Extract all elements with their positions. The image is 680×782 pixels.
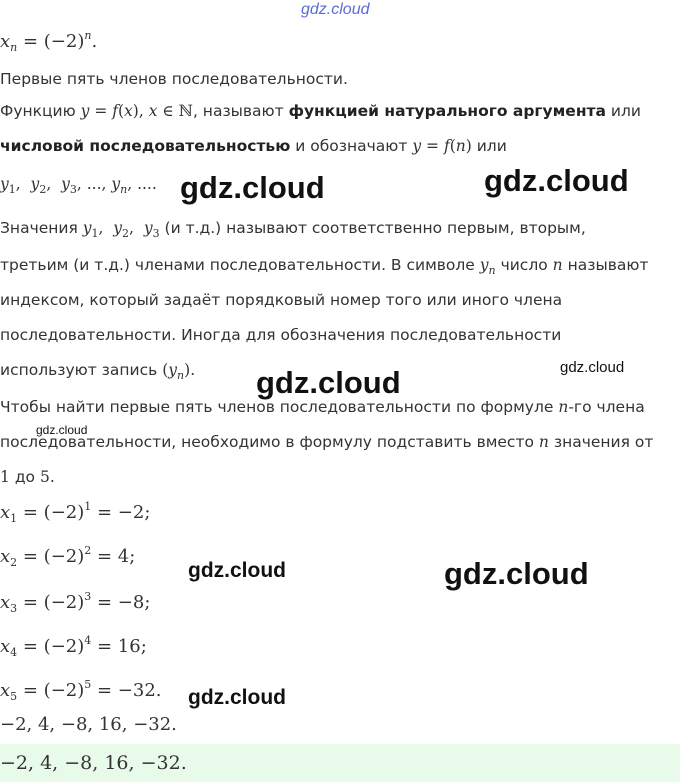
values-line: Значения $y_1$, $y_2$, $y_3$ (и т.д.) называют соответственно первым, вторым, bbox=[0, 219, 586, 240]
formula-xn: $x_n = (-2)^n$. bbox=[0, 29, 98, 54]
watermark: gdz.cloud bbox=[188, 686, 286, 709]
answer-box bbox=[0, 744, 680, 782]
term-x2: $x_2 = (-2)^2 = 4$; bbox=[0, 544, 136, 569]
watermark: gdz.cloud bbox=[444, 556, 589, 591]
third-line: третьим (и т.д.) членами последовательности. В символе $y_n$ число n называют bbox=[0, 256, 649, 277]
watermark: gdz.cloud bbox=[301, 1, 370, 18]
index-line: индексом, который задаёт порядковый номер того или иного члена bbox=[0, 291, 563, 309]
term-x4: $x_4 = (-2)^4 = 16$; bbox=[0, 634, 147, 659]
watermark: gdz.cloud bbox=[188, 559, 286, 582]
sequence-line: последовательности. Иногда для обозначения последовательности bbox=[0, 326, 562, 344]
watermark: gdz.cloud bbox=[484, 163, 629, 198]
find-line: Чтобы найти первые пять членов последовательности по формуле n-го члена bbox=[0, 398, 645, 416]
watermark: gdz.cloud bbox=[256, 365, 401, 400]
use-notation-line: используют запись $(y_n)$. bbox=[0, 361, 196, 382]
range-line: 1 до 5. bbox=[0, 468, 55, 486]
watermark: gdz.cloud bbox=[560, 359, 625, 376]
watermark: gdz.cloud bbox=[36, 423, 88, 437]
answer-text: −2, 4, −8, 16, −32. bbox=[0, 752, 187, 774]
substitute-line: последовательности, необходимо в формулу подставить вместо n значения от bbox=[0, 433, 654, 451]
first-five-caption: Первые пять членов последовательности. bbox=[0, 70, 348, 88]
term-x3: $x_3 = (-2)^3 = -8$; bbox=[0, 590, 151, 615]
term-x1: $x_1 = (-2)^1 = -2$; bbox=[0, 500, 151, 525]
result-sequence: −2, 4, −8, 16, −32. bbox=[0, 714, 177, 735]
function-definition-line1: Функцию y = f(x), x ∈ ℕ, называют функцией натурального аргумента или bbox=[0, 102, 641, 120]
sequence-notation: $y_1$, $y_2$, $y_3$, ..., $y_n$, .... bbox=[0, 175, 157, 196]
term-x5: $x_5 = (-2)^5 = -32$. bbox=[0, 678, 162, 703]
watermark: gdz.cloud bbox=[180, 170, 325, 205]
function-definition-line2: числовой последовательностью и обозначают y = f(n) или bbox=[0, 137, 507, 155]
